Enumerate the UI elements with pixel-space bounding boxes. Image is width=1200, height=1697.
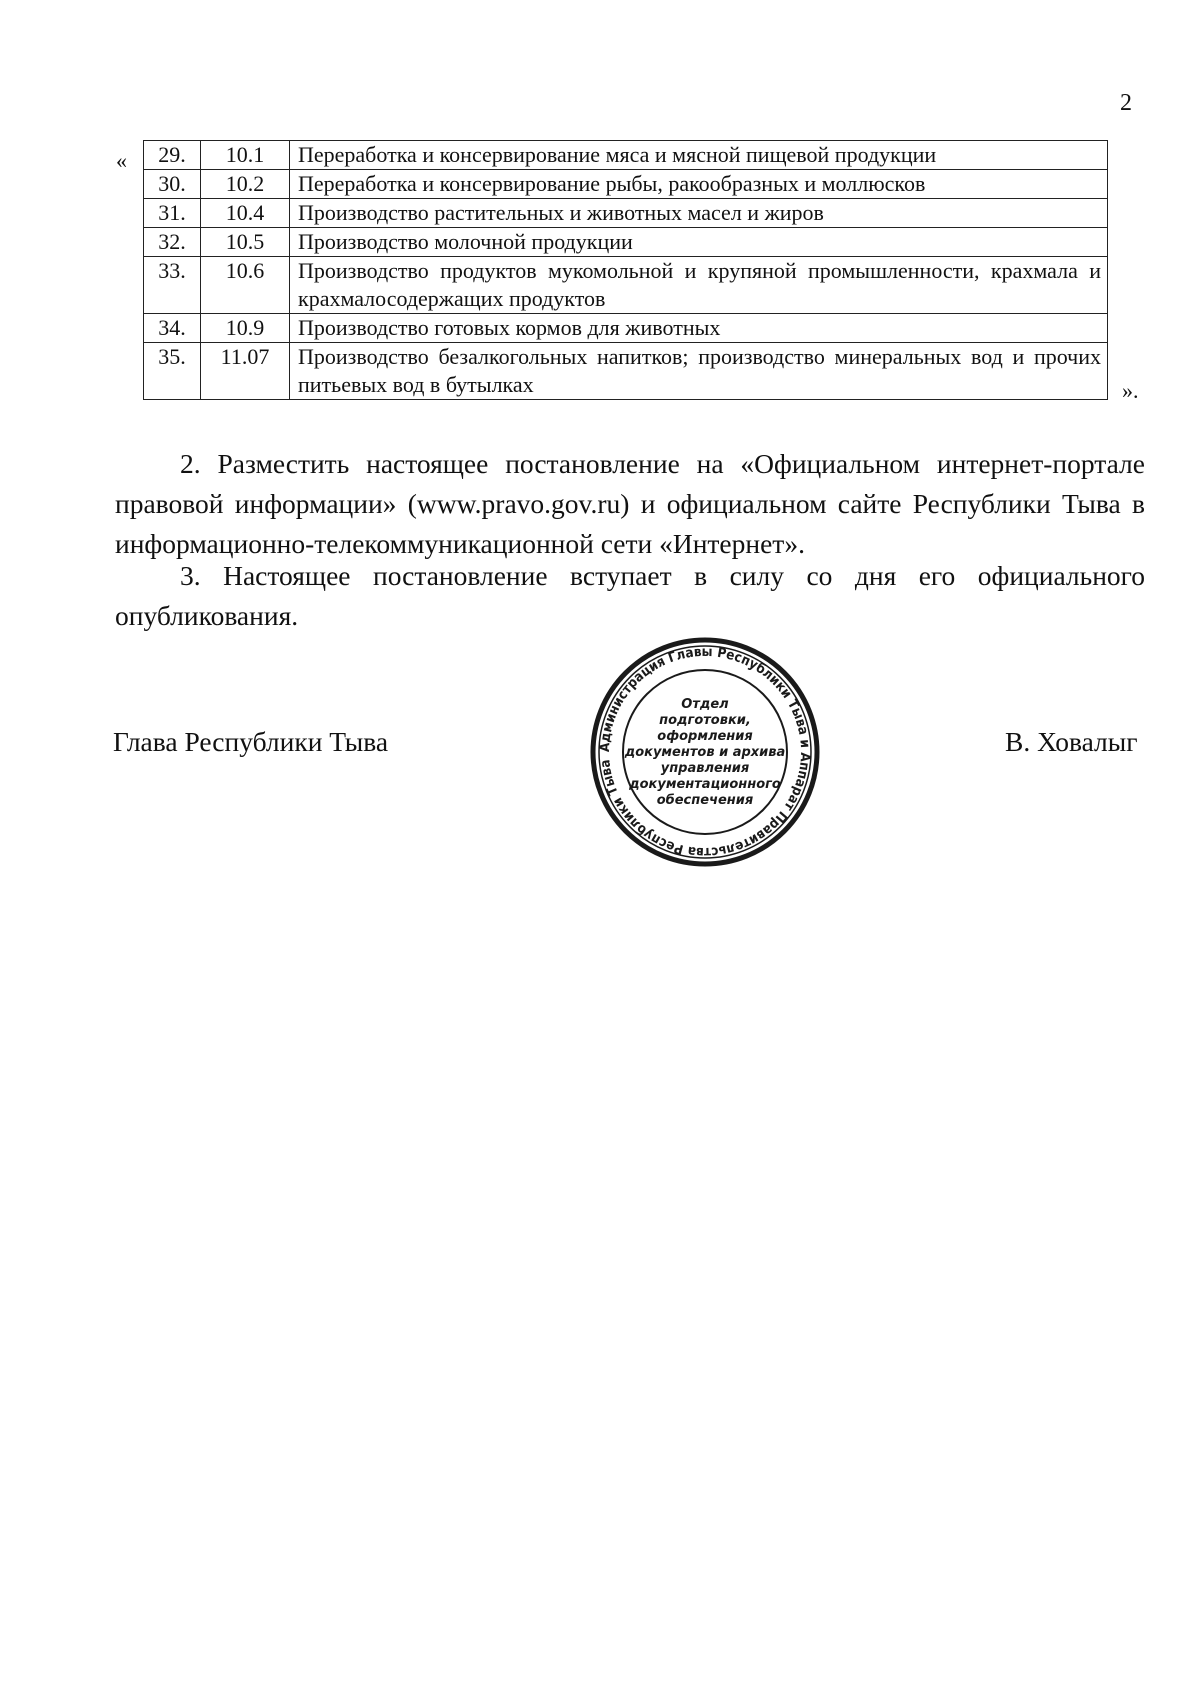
stamp-outer-text: Администрация Главы Республики Тыва и Аппарат Правительства Республики Тыва: [596, 643, 814, 861]
row-code: 10.5: [201, 228, 290, 257]
row-code: 10.6: [201, 257, 290, 314]
signatory-name: В. Ховалыг: [1005, 726, 1138, 757]
table-row: [144, 314, 1108, 343]
table-body: [144, 141, 1108, 400]
table-row: [144, 199, 1108, 228]
stamp-center-line: подготовки,: [659, 713, 751, 728]
row-number: 29.: [144, 141, 201, 170]
table-row: [144, 343, 1108, 400]
stamp-center-line: документов и архива: [624, 745, 786, 760]
row-name: Производство молочной продукции: [290, 228, 1108, 257]
row-number: 33.: [144, 257, 201, 314]
row-name: Производство безалкогольных напитков; производство минеральных вод и прочих питьевых вод в бутылках: [290, 343, 1108, 400]
row-number: 34.: [144, 314, 201, 343]
table-open-quote: «: [116, 148, 127, 173]
row-code: 10.2: [201, 170, 290, 199]
stamp-center-line: обеспечения: [656, 793, 754, 808]
table-row: [144, 170, 1108, 199]
stamp-center-line: документационного: [629, 777, 781, 792]
paragraph-3: 3. Настоящее постановление вступает в силу со дня его официального опубликования.: [115, 560, 1145, 631]
stamp-center-line: Отдел: [681, 697, 729, 712]
row-name: Производство готовых кормов для животных: [290, 314, 1108, 343]
table-row: [144, 141, 1108, 170]
row-name: Переработка и консервирование мяса и мясной пищевой продукции: [290, 141, 1108, 170]
page-number: 2: [1120, 90, 1132, 116]
activity-codes-table: [143, 140, 1108, 400]
row-number: 30.: [144, 170, 201, 199]
table-row: [144, 257, 1108, 314]
row-number: 32.: [144, 228, 201, 257]
row-code: 10.4: [201, 199, 290, 228]
row-number: 35.: [144, 343, 201, 400]
row-code: 10.9: [201, 314, 290, 343]
row-code: 11.07: [201, 343, 290, 400]
row-code: 10.1: [201, 141, 290, 170]
official-stamp-icon: [585, 632, 825, 872]
stamp-center-line: оформления: [657, 729, 753, 744]
stamp-center-line: управления: [660, 761, 750, 776]
row-name: Переработка и консервирование рыбы, ракообразных и моллюсков: [290, 170, 1108, 199]
row-name: Производство растительных и животных масел и жиров: [290, 199, 1108, 228]
row-name: Производство продуктов мукомольной и крупяной промышленности, крахмала и крахмалосодержащих продуктов: [290, 257, 1108, 314]
stamp-center-text: [624, 697, 786, 808]
paragraph-2: 2. Разместить настоящее постановление на «Официальном интернет-портале правовой информации» (www.pravo.gov.ru) и официальном сайте Республики Тыва в информационно-телекоммуникационной сети «Интернет».: [115, 448, 1145, 559]
table-row: [144, 228, 1108, 257]
row-number: 31.: [144, 199, 201, 228]
table-close-quote: ».: [1122, 378, 1139, 403]
signatory-title: Глава Республики Тыва: [113, 726, 389, 757]
